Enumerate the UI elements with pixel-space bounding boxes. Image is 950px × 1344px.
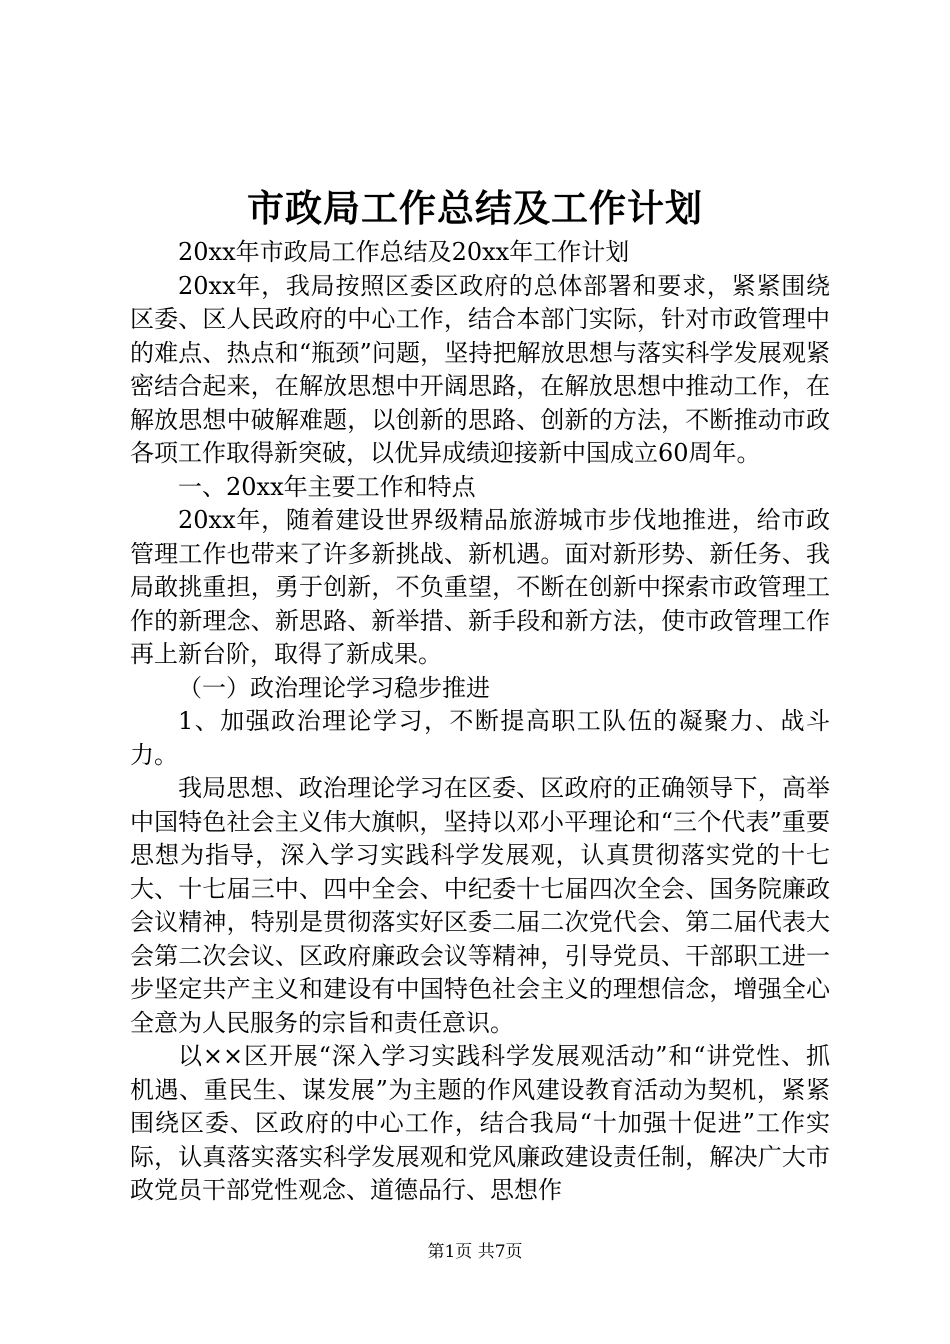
paragraph-campaign: 以××区开展“深入学习实践科学发展观活动”和“讲党性、抓机遇、重民生、谋发展”为主题的作风建设教育活动为契机，紧紧围绕区委、区政府的中心工作，结合我局“十加强十促进”工作实际，认真落实落实科学发展观和党风廉政建设责任制，解决广大市政党员干部党性观念、道德品行、思想作	[130, 1042, 830, 1204]
section-heading-1: 一、20xx年主要工作和特点	[178, 472, 476, 501]
page-number-footer: 第1页 共7页	[427, 1242, 523, 1262]
paragraph-intro: 20xx年，我局按照区委区政府的总体部署和要求，紧紧围绕区委、区人民政府的中心工作，结合本部门实际，针对市政管理中的难点、热点和“瓶颈”问题，坚持把解放思想与落实科学发展观紧密结合起来，在解放思想中开阔思路，在解放思想中推动工作，在解放思想中破解难题，以创新的思路、创新的方法，不断推动市政各项工作取得新突破，以优异成绩迎接新中国成立60周年。	[130, 271, 830, 467]
paragraph-study: 我局思想、政治理论学习在区委、区政府的正确领导下，高举中国特色社会主义伟大旗帜，坚持以邓小平理论和“三个代表”重要思想为指导，深入学习实践科学发展观，认真贯彻落实党的十七大、十七届三中、四中全会、中纪委十七届四次全会、国务院廉政会议精神，特别是贯彻落实好区委二届二次党代会、第二届代表大会第二次会议、区政府廉政会议等精神，引导党员、干部职工进一步坚定共产主义和建设有中国特色社会主义的理想信念，增强全心全意为人民服务的宗旨和责任意识。	[130, 774, 830, 1037]
document-body	[130, 236, 830, 1208]
paragraph-section-1: 20xx年，随着建设世界级精品旅游城市步伐地推进，给市政管理工作也带来了许多新挑战、新机遇。面对新形势、新任务、我局敢挑重担，勇于创新，不负重望，不断在创新中探索市政管理工作的新理念、新思路、新举措、新手段和新方法，使市政管理工作再上新台阶，取得了新成果。	[130, 506, 830, 668]
paragraph-subtitle: 20xx年市政局工作总结及20xx年工作计划	[178, 238, 630, 266]
subsection-heading-1: （一）政治理论学习稳步推进	[178, 673, 490, 702]
document-title: 市政局工作总结及工作计划	[247, 186, 703, 230]
item-heading-1: 1、加强政治理论学习，不断提高职工队伍的凝聚力、战斗力。	[130, 707, 830, 769]
